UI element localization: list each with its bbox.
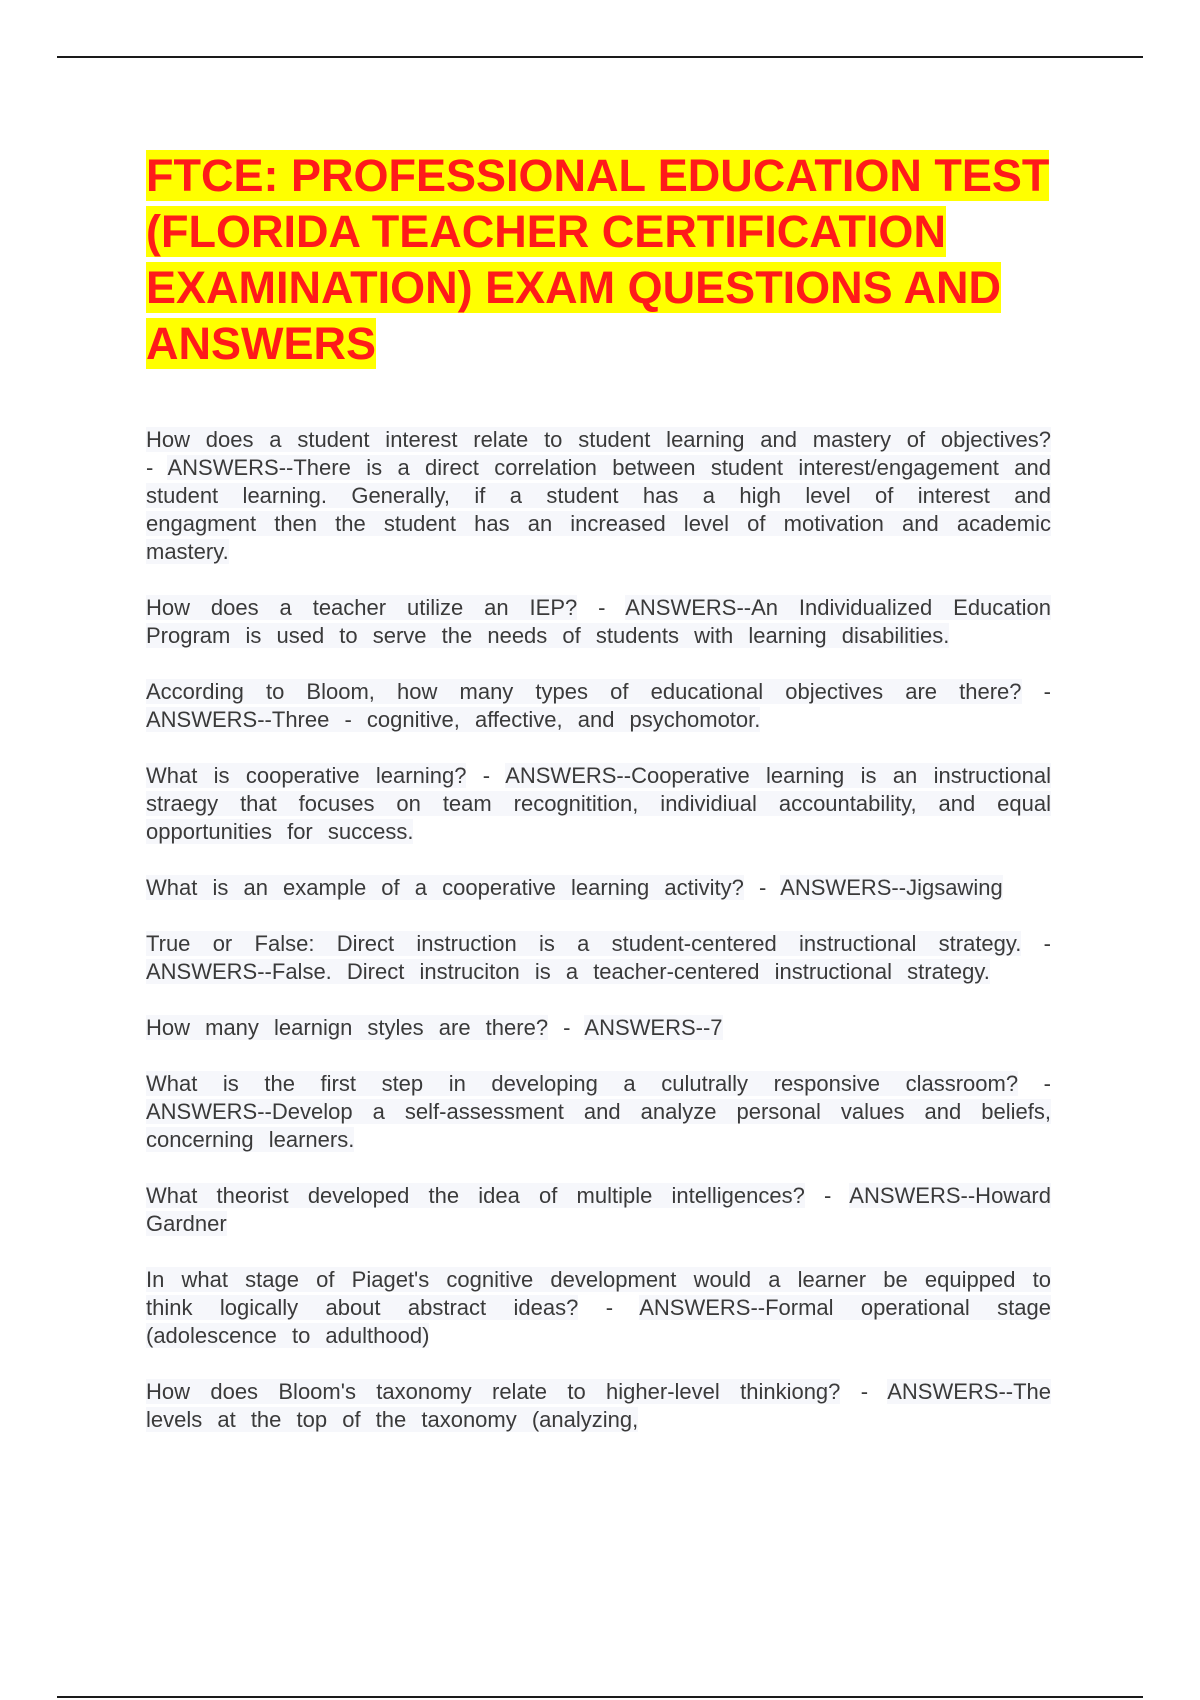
qa-item [146, 1266, 1051, 1350]
question-text: What is an example of a cooperative learning activity? [146, 875, 744, 900]
question-text: According to Bloom, how many types of educational objectives are there? [146, 679, 1022, 704]
qa-item [146, 678, 1051, 734]
answer-text: ANSWERS--There is a direct correlation between student interest/engagement and student learning. Generally, if a student has a high level of interest and engagment then the student has an increased level of motivation and academic mastery. [146, 455, 1051, 564]
question-text: True or False: Direct instruction is a student-centered instructional strategy. [146, 931, 1022, 956]
question-text: What theorist developed the idea of multiple intelligences? [146, 1183, 805, 1208]
top-rule [57, 56, 1143, 58]
qa-item [146, 1070, 1051, 1154]
qa-separator: - [466, 763, 506, 788]
qa-item [146, 874, 1051, 902]
answer-text: ANSWERS--Howard Gardner [146, 1183, 1051, 1236]
question-text: How does a student interest relate to student learning and mastery of objectives? [146, 427, 1051, 452]
qa-separator: - [1021, 931, 1051, 956]
question-text: In what stage of Piaget's cognitive development would a learner be equipped to think logically about abstract ideas? [146, 1267, 1051, 1320]
document-title [146, 148, 1051, 372]
qa-item [146, 426, 1051, 566]
qa-item [146, 1378, 1051, 1434]
document-page [146, 148, 1051, 1462]
qa-separator: - [548, 1015, 585, 1040]
qa-separator: - [1018, 1071, 1051, 1096]
question-text: What is cooperative learning? [146, 763, 467, 788]
answer-text: ANSWERS--An Individualized Education Program is used to serve the needs of students with learning disabilities. [146, 595, 1051, 648]
qa-separator: - [1021, 679, 1051, 704]
question-text: How does a teacher utilize an IEP? [146, 595, 578, 620]
qa-separator: - [146, 455, 168, 480]
qa-item [146, 930, 1051, 986]
question-text: How many learnign styles are there? [146, 1015, 549, 1040]
answer-text: ANSWERS--Develop a self-assessment and analyze personal values and beliefs, concerning learners. [146, 1099, 1051, 1152]
answer-text: ANSWERS--The levels at the top of the taxonomy (analyzing, [146, 1379, 1051, 1432]
answer-text: ANSWERS--False. Direct instruciton is a teacher-centered instructional strategy. [146, 959, 990, 984]
qa-item [146, 1182, 1051, 1238]
answer-text: ANSWERS--Three - cognitive, affective, and psychomotor. [146, 707, 761, 732]
answer-text: ANSWERS--7 [584, 1015, 723, 1040]
answer-text: ANSWERS--Cooperative learning is an instructional straegy that focuses on team recognitition, individiual accountability, and equal opportunities for success. [146, 763, 1051, 844]
qa-item [146, 1014, 1051, 1042]
answer-text: ANSWERS--Jigsawing [780, 875, 1003, 900]
qa-separator: - [840, 1379, 888, 1404]
bottom-rule [57, 1696, 1143, 1698]
qa-item [146, 762, 1051, 846]
answer-text: ANSWERS--Formal operational stage (adolescence to adulthood) [146, 1295, 1051, 1348]
qa-separator: - [577, 595, 626, 620]
title-highlight: FTCE: PROFESSIONAL EDUCATION TEST (FLORIDA TEACHER CERTIFICATION EXAMINATION) EXAM QUESTIONS AND ANSWERS [146, 150, 1050, 369]
qa-separator: - [578, 1295, 640, 1320]
question-text: How does Bloom's taxonomy relate to higher-level thinkiong? [146, 1379, 841, 1404]
question-text: What is the first step in developing a culutrally responsive classroom? [146, 1071, 1019, 1096]
qa-list [146, 426, 1051, 1434]
qa-separator: - [743, 875, 781, 900]
qa-separator: - [804, 1183, 850, 1208]
qa-item [146, 594, 1051, 650]
